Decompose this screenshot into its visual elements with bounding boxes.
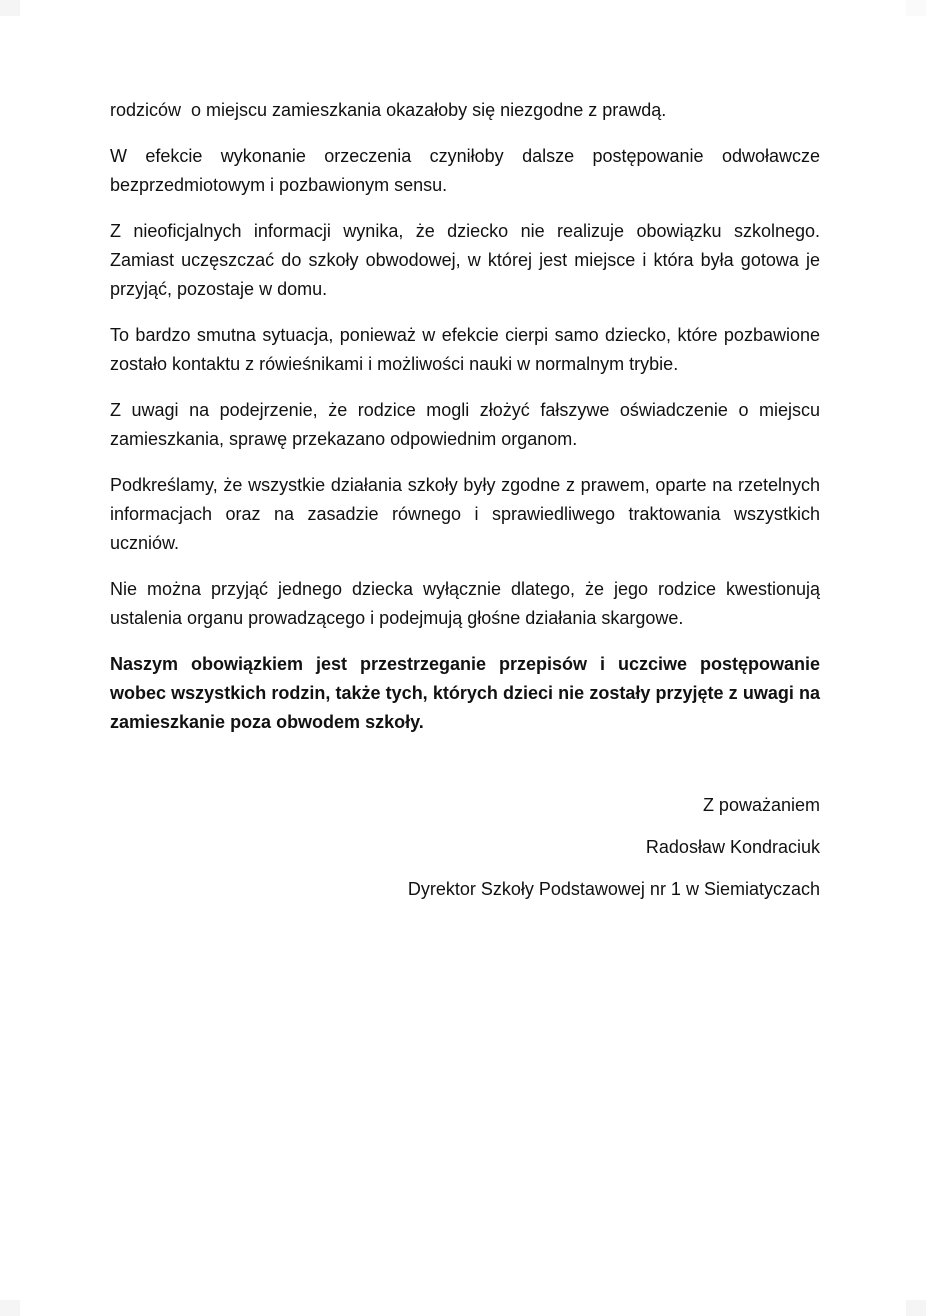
letter-paragraph-emphasis: Naszym obowiązkiem jest przestrzeganie przepisów i uczciwe postępowanie wobec wszystkich rodzin, także tych, których dzieci nie zostały przyjęte z uwagi na zamieszkanie poza obwodem szkoły.	[110, 654, 826, 732]
page-corner-mark-top-left	[0, 0, 20, 16]
letter-paragraph: rodziców o miejscu zamieszkania okazałoby się niezgodne z prawdą.	[110, 100, 667, 120]
signature-role: Dyrektor Szkoły Podstawowej nr 1 w Siemiatyczach	[407, 879, 820, 899]
letter-paragraph: Z uwagi na podejrzenie, że rodzice mogli złożyć fałszywe oświadczenie o miejscu zamieszkania, sprawę przekazano odpowiednim organom.	[110, 400, 826, 449]
letter-paragraph: To bardzo smutna sytuacja, ponieważ w efekcie cierpi samo dziecko, które pozbawione zostało kontaktu z rówieśnikami i możliwości nauki w normalnym trybie.	[110, 325, 826, 374]
signature-closing: Z poważaniem	[702, 795, 820, 815]
letter-paragraph: Podkreślamy, że wszystkie działania szkoły były zgodne z prawem, oparte na rzetelnych informacjach oraz na zasadzie równego i sprawiedliwego traktowania wszystkich uczniów.	[110, 475, 826, 553]
page-corner-mark-top-right	[906, 0, 926, 16]
letter-paragraph: W efekcie wykonanie orzeczenia czyniłoby dalsze postępowanie odwoławcze bezprzedmiotowym i pozbawionym sensu.	[110, 146, 826, 195]
signature-block	[110, 791, 820, 904]
signature-name: Radosław Kondraciuk	[645, 837, 820, 857]
page-corner-mark-bottom-right	[906, 1300, 926, 1316]
letter-paragraph: Z nieoficjalnych informacji wynika, że dziecko nie realizuje obowiązku szkolnego. Zamiast uczęszczać do szkoły obwodowej, w której jest miejsce i która była gotowa je przyjąć, pozostaje w domu.	[110, 221, 826, 299]
letter-paragraph: Nie można przyjąć jednego dziecka wyłącznie dlatego, że jego rodzice kwestionują ustalenia organu prowadzącego i podejmują głośne działania skargowe.	[110, 579, 826, 628]
page-corner-mark-bottom-left	[0, 1300, 20, 1316]
letter-body	[110, 96, 826, 917]
